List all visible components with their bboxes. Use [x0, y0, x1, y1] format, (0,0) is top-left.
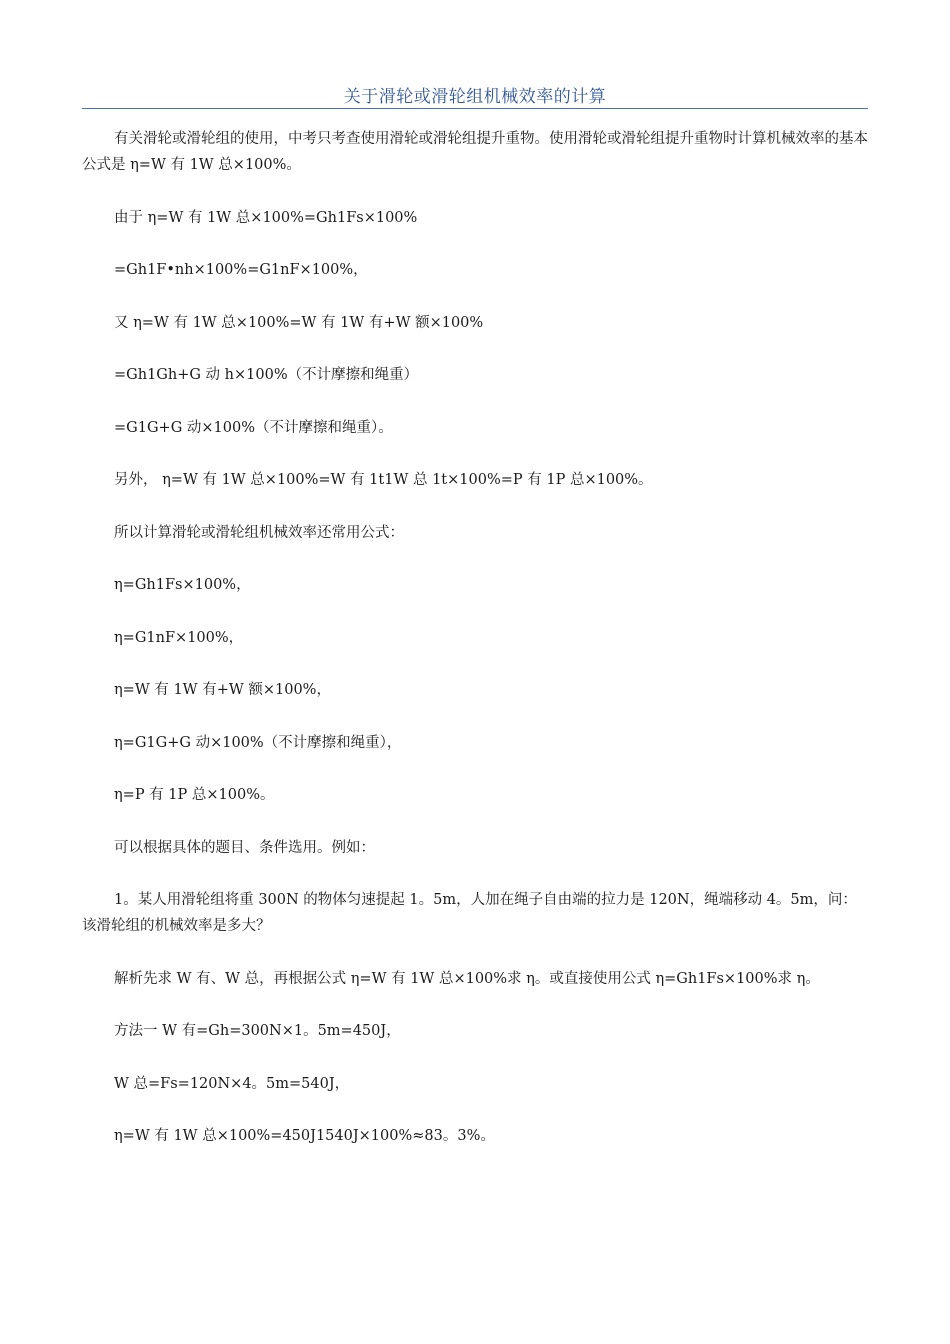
paragraph-formula-6: 另外， η=W 有 1W 总×100%=W 有 1t1W 总 1t×100%=P 有 1P 总×100%。	[114, 472, 653, 488]
paragraph-formula-3: 又 η=W 有 1W 总×100%=W 有 1W 有+W 额×100%	[114, 314, 484, 331]
paragraph-formula-2: =Gh1F•nh×100%=G1nF×100%，	[114, 262, 368, 278]
paragraph-example-intro: 可以根据具体的题目、条件选用。例如：	[114, 839, 375, 856]
paragraph-example-question: 1。某人用滑轮组将重 300N 的物体匀速提起 1。5m，人加在绳子自由端的拉力是 120N，绳端移动 4。5m，问：该滑轮组的机械效率是多大？	[82, 892, 857, 934]
title-divider	[82, 108, 868, 109]
paragraph-method-3: η=W 有 1W 总×100%=450J1540J×100%≈83。3%。	[114, 1128, 495, 1144]
paragraph-formula-1: 由于 η=W 有 1W 总×100%=Gh1Fs×100%	[114, 209, 418, 226]
paragraph-intro: 有关滑轮或滑轮组的使用，中考只考查使用滑轮或滑轮组提升重物。使用滑轮或滑轮组提升重物时计算机械效率的基本公式是 η=W 有 1W 总×100%。	[82, 131, 868, 173]
paragraph-formula-4: =Gh1Gh+G 动 h×100%（不计摩擦和绳重）	[114, 367, 419, 383]
paragraph-formula-list-2: η=G1nF×100%，	[114, 629, 244, 646]
paragraph-formula-list-1: η=Gh1Fs×100%，	[114, 577, 251, 593]
paragraph-formula-5: =G1G+G 动×100%（不计摩擦和绳重）。	[114, 419, 393, 436]
paragraph-method-2: W 总=Fs=120N×4。5m=540J，	[114, 1075, 350, 1092]
document-title: 关于滑轮或滑轮组机械效率的计算	[343, 87, 607, 107]
paragraph-formula-list-5: η=P 有 1P 总×100%。	[114, 787, 275, 803]
paragraph-common-formulas: 所以计算滑轮或滑轮组机械效率还常用公式：	[114, 524, 404, 541]
paragraph-formula-list-3: η=W 有 1W 有+W 额×100%，	[114, 682, 331, 698]
paragraph-formula-list-4: η=G1G+G 动×100%（不计摩擦和绳重），	[114, 734, 402, 751]
paragraph-method-1: 方法一 W 有=Gh=300N×1。5m=450J，	[114, 1023, 401, 1039]
document-body	[82, 126, 870, 1149]
paragraph-example-analysis: 解析先求 W 有、W 总，再根据公式 η=W 有 1W 总×100%求 η。或直接使用公式 η=Gh1Fs×100%求 η。	[114, 970, 820, 987]
